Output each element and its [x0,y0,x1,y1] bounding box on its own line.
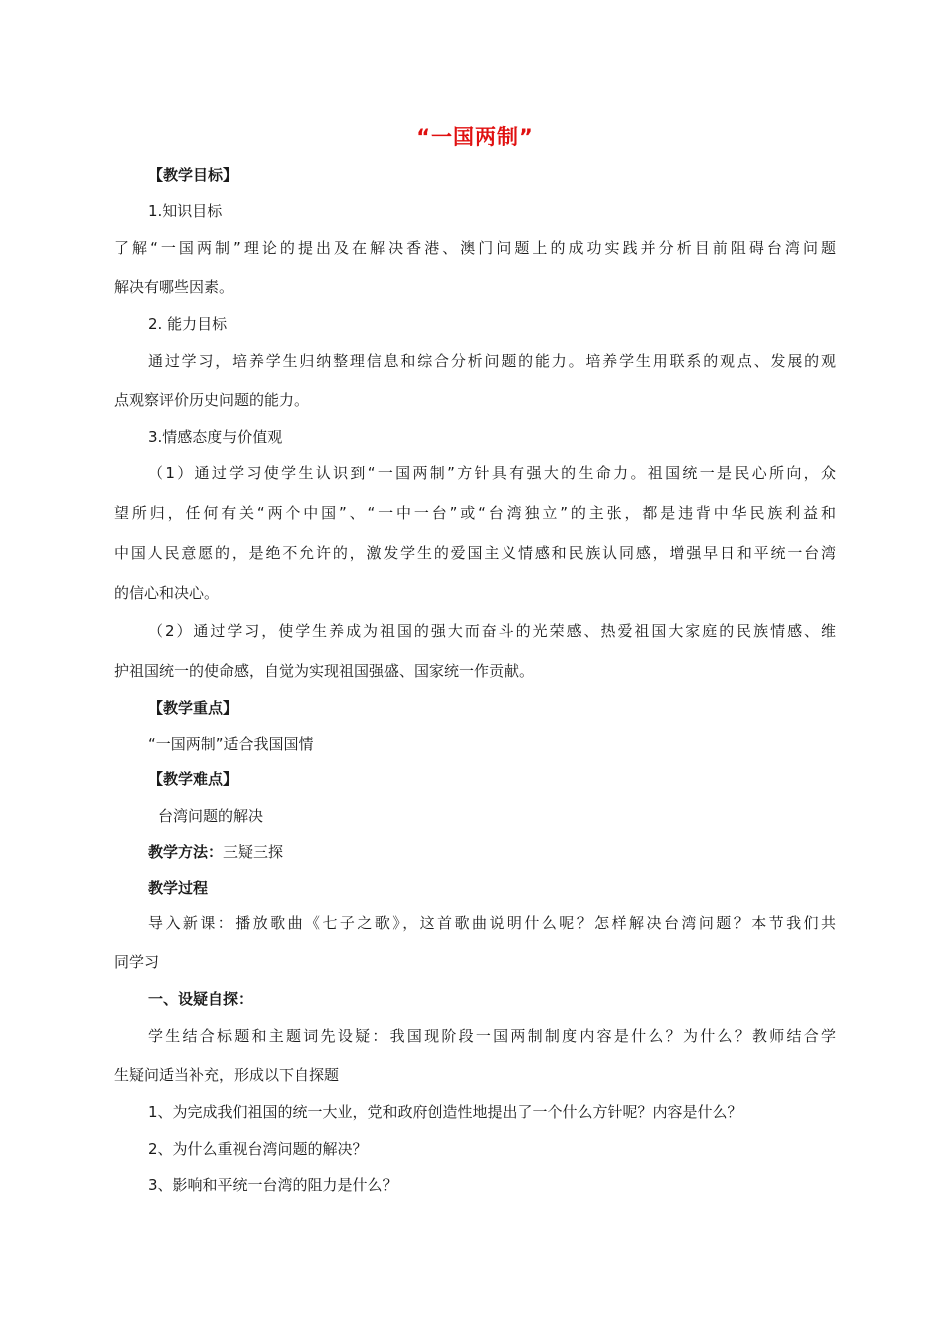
method-value: 三疑三探 [223,843,284,861]
process-heading: 教学过程 [148,879,209,897]
knowledge-heading: 1.知识目标 [148,202,223,220]
ability-line-1: 通过学习，培养学生归纳整理信息和综合分析问题的能力。培养学生用联系的观点、发展的观 [148,352,836,370]
section1-line-1: 学生结合标题和主题词先设疑：我国现阶段一国两制制度内容是什么？为什么？教师结合学 [148,1027,836,1045]
emotion1-line-1: （1）通过学习使学生认识到“一国两制”方针具有强大的生命力。祖国统一是民心所向，众 [148,464,836,482]
emotion1-line-4: 的信心和决心。 [114,584,220,602]
question-1: 1、为完成我们祖国的统一大业，党和政府创造性地提出了一个什么方针呢？内容是什么？ [148,1103,743,1121]
key-heading: 【教学重点】 [148,699,239,717]
emotion2-line-1: （2）通过学习，使学生养成为祖国的强大而奋斗的光荣感、热爱祖国大家庭的民族情感、维 [148,622,836,640]
knowledge-line-2: 解决有哪些因素。 [114,278,235,296]
intro-line-1: 导入新课：播放歌曲《七子之歌》，这首歌曲说明什么呢？怎样解决台湾问题？本节我们共 [148,914,836,932]
emotion-heading: 3.情感态度与价值观 [148,428,283,446]
question-3: 3、影响和平统一台湾的阻力是什么？ [148,1176,398,1194]
method-row [148,841,283,863]
emotion1-line-2: 望所归，任何有关“两个中国”、“一中一台”或“台湾独立”的主张，都是违背中华民族利益和 [114,504,836,522]
page-title: “一国两制” [416,125,534,149]
key-text: “一国两制”适合我国国情 [148,735,314,753]
ability-line-2: 点观察评价历史问题的能力。 [114,391,310,409]
section1-heading: 一、设疑自探： [148,990,254,1008]
section1-line-2: 生疑问适当补充，形成以下自探题 [114,1066,340,1084]
method-label: 教学方法： [148,843,224,861]
intro-line-2: 同学习 [114,953,160,971]
ability-heading: 2. 能力目标 [148,315,228,333]
emotion1-line-3: 中国人民意愿的，是绝不允许的，激发学生的爱国主义情感和民族认同感，增强早日和平统一台湾 [114,544,836,562]
difficult-heading: 【教学难点】 [148,770,239,788]
question-2: 2、为什么重视台湾问题的解决？ [148,1140,368,1158]
difficult-text: 台湾问题的解决 [158,807,264,825]
objectives-heading: 【教学目标】 [148,166,239,184]
knowledge-line-1: 了解“一国两制”理论的提出及在解决香港、澳门问题上的成功实践并分析目前阻碍台湾问题 [114,239,836,257]
emotion2-line-2: 护祖国统一的使命感，自觉为实现祖国强盛、国家统一作贡献。 [114,662,535,680]
